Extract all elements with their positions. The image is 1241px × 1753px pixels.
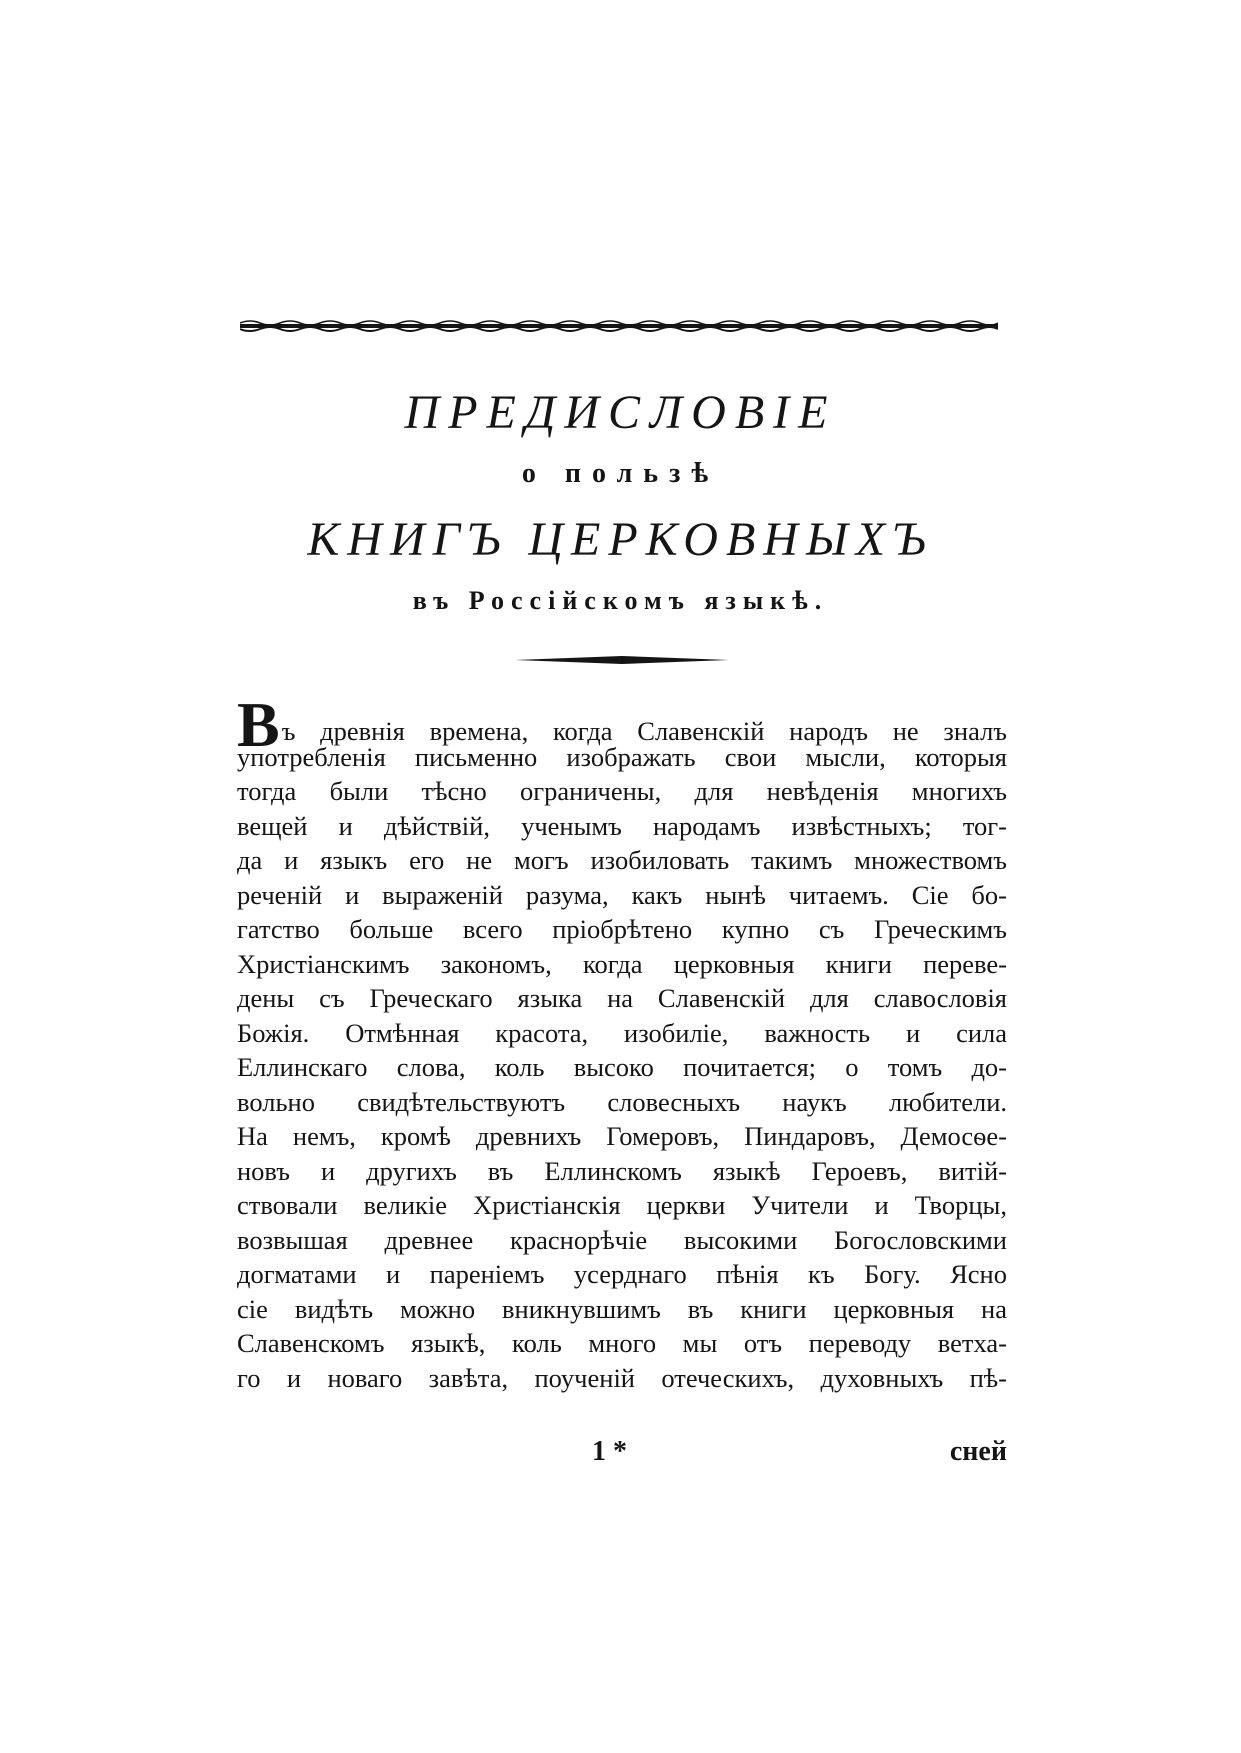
ornamental-rule [240,318,998,334]
body-line: Славенскомъ языкѣ, коль много мы отъ переводу ветха- [237,1328,1007,1358]
body-line: возвышая древнее краснорѣчіе высокими Богословскими [237,1224,1007,1255]
body-line: догматами и пареніемъ усерднаго пѣнія къ Богу. Ясно [237,1259,1007,1289]
subtitle-line-2: КНИГЪ ЦЕРКОВНЫХЪ [307,513,934,566]
body-line-text: ъ древнія времена, когда Славенскій народъ не зналъ [281,716,1007,746]
body-line: тогда были тѣсно ограничены, для невѣденія многихъ [237,776,1007,806]
page-title: ПРЕДИСЛОВІЕ [404,386,837,439]
catchword: сней [949,1436,1007,1467]
body-line: употребленія письменно изображать свои мысли, которыя [237,741,1007,772]
body-line: дены съ Греческаго языка на Славенскій для славословія [237,983,1007,1013]
body-line: вольно свидѣтельствуютъ словесныхъ наукъ любители. [237,1086,1007,1117]
body-line: го и новаго завѣта, поученій отеческихъ, духовныхъ пѣ- [237,1362,1007,1393]
body-line: реченій и выраженій разума, какъ нынѣ читаемъ. Сіе бо- [237,879,1007,910]
body-line: Божія. Отмѣнная красота, изобиліе, важность и сила [237,1017,1007,1048]
body-line: Еллинскаго слова, коль высоко почитается; о томъ до- [237,1052,1007,1082]
subtitle-line-3: въ Россійскомъ языкѣ. [412,586,829,615]
body-line: да и языкъ его не могъ изобиловать такимъ множествомъ [237,845,1007,875]
body-line: сіе видѣть можно вникнувшимъ въ книги церковныя на [237,1293,1007,1324]
signature-mark: 1 * [592,1436,627,1467]
body-line: ствовали великіе Христіанскія церкви Учители и Творцы, [237,1190,1007,1220]
page-footer [237,1436,1007,1476]
body-line: гатство больше всего пріобрѣтено купно съ Греческимъ [237,914,1007,944]
drop-cap: В [237,689,280,760]
body-line: На немъ, кромѣ древнихъ Гомеровъ, Пиндаровъ, Демосѳе- [237,1121,1007,1151]
body-text [237,689,1007,1395]
body-line: вещей и дѣйствій, ученымъ народамъ извѣстныхъ; тог- [237,810,1007,841]
tapered-rule [515,655,729,665]
body-line: Христіанскимъ закономъ, когда церковныя книги переве- [237,948,1007,979]
body-line: новъ и другихъ въ Еллинскомъ языкѣ Героевъ, витій- [237,1155,1007,1186]
subtitle-line-1: о пользѣ [521,458,720,489]
